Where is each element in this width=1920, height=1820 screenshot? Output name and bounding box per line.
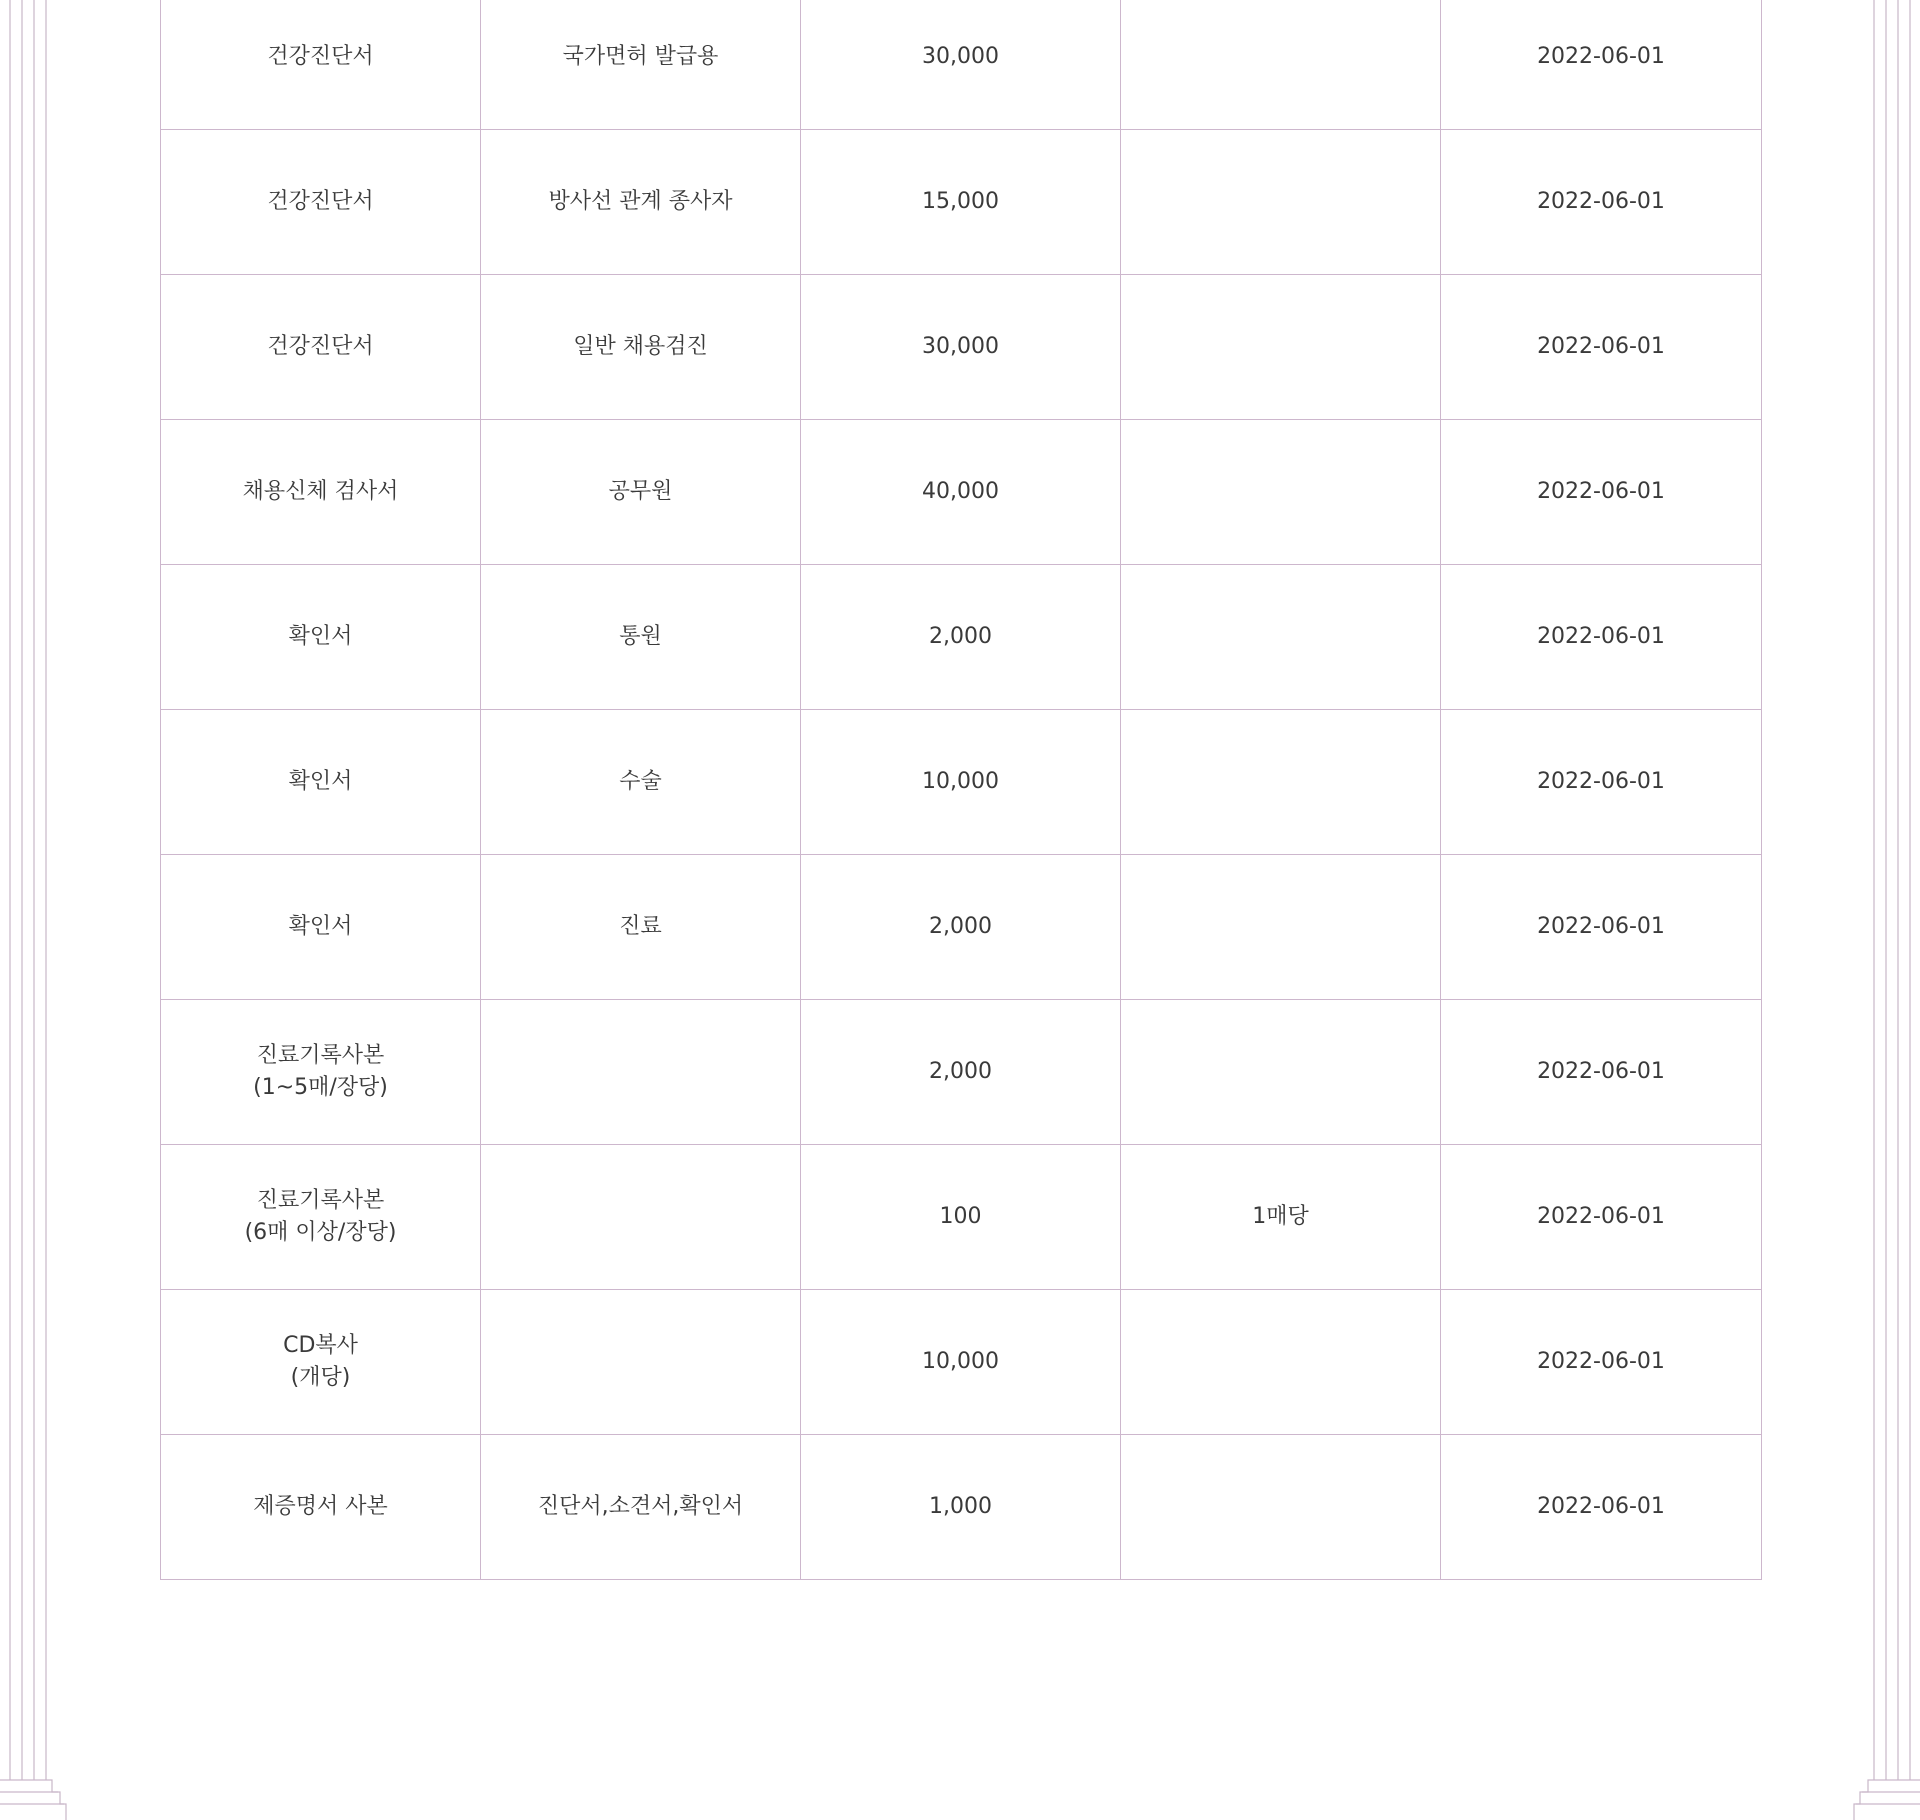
fee-cell — [801, 1145, 1121, 1290]
date-cell — [1441, 565, 1762, 710]
detail-cell — [481, 1145, 801, 1290]
item-name — [289, 621, 353, 653]
date-cell-text: 2022-06-01 — [1537, 334, 1665, 359]
item-name-line: 확인서 — [288, 914, 353, 939]
table-row — [161, 1000, 1762, 1145]
item-cell — [161, 1290, 481, 1435]
item-name — [267, 186, 373, 218]
note-cell — [1121, 275, 1441, 420]
date-cell — [1441, 710, 1762, 855]
note-cell — [1121, 0, 1441, 130]
detail-cell — [481, 130, 801, 275]
item-name-line: 제증명서 사본 — [253, 1494, 388, 1519]
date-cell-text: 2022-06-01 — [1537, 1059, 1665, 1084]
table-row — [161, 0, 1762, 130]
item-cell — [161, 1435, 481, 1580]
date-cell — [1441, 1000, 1762, 1145]
note-cell-text: 1매당 — [1252, 1204, 1309, 1229]
fee-cell-text: 30,000 — [922, 44, 999, 69]
fee-cell — [801, 275, 1121, 420]
item-name-line: (1~5매/장당) — [253, 1075, 388, 1100]
detail-cell — [481, 0, 801, 130]
note-cell — [1121, 855, 1441, 1000]
detail-cell — [481, 275, 801, 420]
detail-cell — [481, 1000, 801, 1145]
date-cell — [1441, 1435, 1762, 1580]
item-name — [253, 1491, 388, 1523]
table-row — [161, 710, 1762, 855]
fee-cell-text: 10,000 — [922, 1349, 999, 1374]
date-cell — [1441, 130, 1762, 275]
item-name-line: (6매 이상/장당) — [244, 1220, 397, 1245]
fee-cell-text: 2,000 — [929, 624, 992, 649]
item-cell — [161, 855, 481, 1000]
fee-cell-text: 100 — [939, 1204, 982, 1229]
date-cell-text: 2022-06-01 — [1537, 1494, 1665, 1519]
detail-cell-text: 국가면허 발급용 — [562, 44, 719, 69]
table-row — [161, 1145, 1762, 1290]
item-name — [289, 766, 353, 798]
note-cell — [1121, 710, 1441, 855]
item-name — [267, 41, 373, 73]
date-cell — [1441, 420, 1762, 565]
item-cell — [161, 275, 481, 420]
item-cell — [161, 420, 481, 565]
item-name-line: 건강진단서 — [267, 44, 374, 69]
date-cell-text: 2022-06-01 — [1537, 1349, 1665, 1374]
item-name-line: 건강진단서 — [267, 189, 374, 214]
left-pillar-decoration — [0, 0, 70, 1820]
item-cell — [161, 565, 481, 710]
item-cell — [161, 710, 481, 855]
detail-cell-text: 진료 — [619, 914, 662, 939]
date-cell — [1441, 855, 1762, 1000]
item-name-line: CD복사 — [283, 1333, 358, 1358]
detail-cell — [481, 855, 801, 1000]
item-name — [253, 1040, 388, 1104]
item-cell — [161, 1000, 481, 1145]
detail-cell — [481, 710, 801, 855]
fee-cell — [801, 1435, 1121, 1580]
note-cell — [1121, 1435, 1441, 1580]
table-row — [161, 1435, 1762, 1580]
detail-cell-text: 통원 — [619, 624, 662, 649]
note-cell — [1121, 565, 1441, 710]
item-name-line: 진료기록사본 — [256, 1188, 385, 1213]
fee-cell-text: 1,000 — [929, 1494, 992, 1519]
item-name-line: 진료기록사본 — [256, 1043, 385, 1068]
fee-cell — [801, 1000, 1121, 1145]
detail-cell-text: 방사선 관계 종사자 — [548, 189, 733, 214]
item-name-line: 채용신체 검사서 — [242, 479, 399, 504]
detail-cell-text: 수술 — [619, 769, 662, 794]
detail-cell-text: 일반 채용검진 — [573, 334, 708, 359]
detail-cell — [481, 420, 801, 565]
fee-cell — [801, 855, 1121, 1000]
table-row — [161, 420, 1762, 565]
item-cell — [161, 0, 481, 130]
table-row — [161, 130, 1762, 275]
detail-cell — [481, 565, 801, 710]
item-name-line: 확인서 — [288, 769, 353, 794]
item-name — [267, 331, 373, 363]
note-cell — [1121, 1145, 1441, 1290]
fee-cell — [801, 0, 1121, 130]
date-cell-text: 2022-06-01 — [1537, 479, 1665, 504]
table-row — [161, 275, 1762, 420]
item-name-line: (개당) — [290, 1365, 351, 1390]
date-cell-text: 2022-06-01 — [1537, 44, 1665, 69]
item-name — [283, 1330, 358, 1394]
item-name — [243, 476, 399, 508]
date-cell-text: 2022-06-01 — [1537, 1204, 1665, 1229]
detail-cell-text: 공무원 — [608, 479, 673, 504]
item-name — [289, 911, 353, 943]
date-cell — [1441, 0, 1762, 130]
item-cell — [161, 130, 481, 275]
fee-cell — [801, 420, 1121, 565]
fee-cell-text: 2,000 — [929, 914, 992, 939]
fee-cell — [801, 130, 1121, 275]
table-row — [161, 1290, 1762, 1435]
fee-cell-text: 15,000 — [922, 189, 999, 214]
item-name-line: 건강진단서 — [267, 334, 374, 359]
date-cell-text: 2022-06-01 — [1537, 189, 1665, 214]
date-cell — [1441, 1145, 1762, 1290]
fee-cell — [801, 565, 1121, 710]
item-cell — [161, 1145, 481, 1290]
fee-cell-text: 10,000 — [922, 769, 999, 794]
note-cell — [1121, 1290, 1441, 1435]
fee-cell-text: 2,000 — [929, 1059, 992, 1084]
fee-cell — [801, 1290, 1121, 1435]
detail-cell-text: 진단서,소견서,확인서 — [537, 1494, 744, 1519]
fee-cell-text: 40,000 — [922, 479, 999, 504]
item-name-line: 확인서 — [288, 624, 353, 649]
table-row — [161, 855, 1762, 1000]
date-cell-text: 2022-06-01 — [1537, 769, 1665, 794]
detail-cell — [481, 1290, 801, 1435]
fee-cell — [801, 710, 1121, 855]
date-cell — [1441, 275, 1762, 420]
note-cell — [1121, 130, 1441, 275]
certificate-fee-table — [160, 0, 1762, 1580]
table-row — [161, 565, 1762, 710]
date-cell-text: 2022-06-01 — [1537, 914, 1665, 939]
item-name — [245, 1185, 397, 1249]
note-cell — [1121, 1000, 1441, 1145]
note-cell — [1121, 420, 1441, 565]
date-cell — [1441, 1290, 1762, 1435]
right-pillar-decoration — [1850, 0, 1920, 1820]
date-cell-text: 2022-06-01 — [1537, 624, 1665, 649]
detail-cell — [481, 1435, 801, 1580]
fee-cell-text: 30,000 — [922, 334, 999, 359]
